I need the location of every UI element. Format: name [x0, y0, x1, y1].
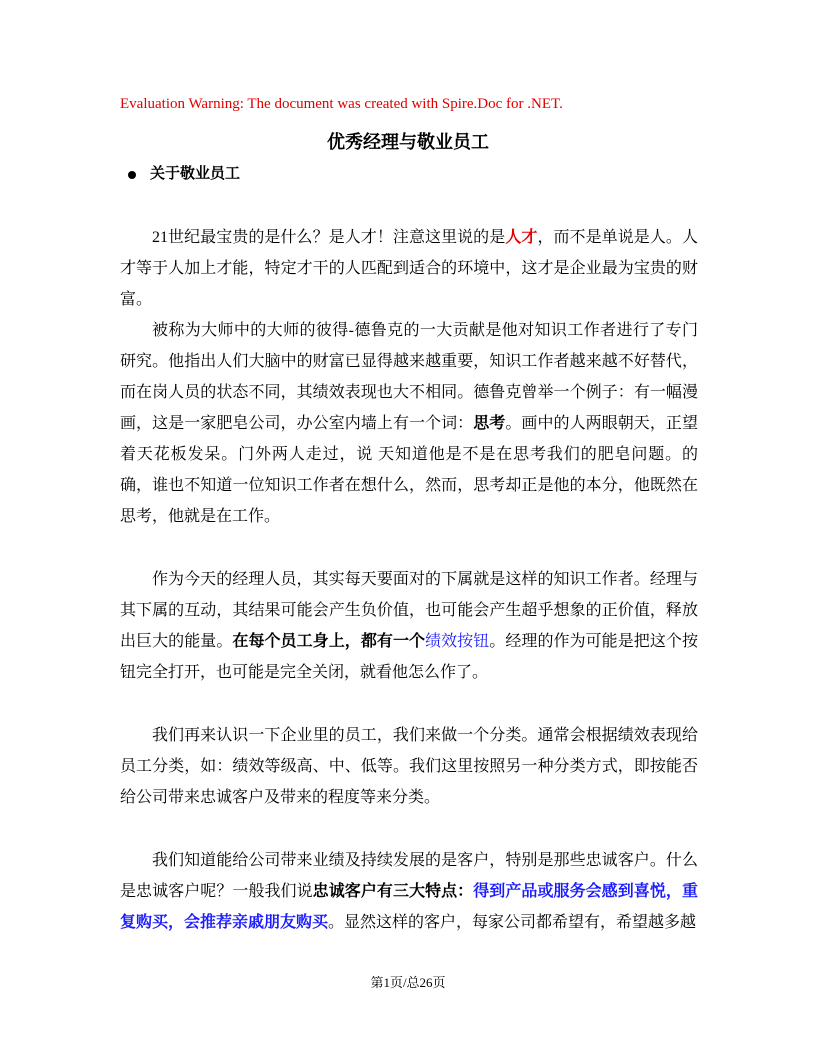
text-run: 21世纪最宝贵的是什么？是人才！注意这里说的是: [152, 229, 506, 246]
page-footer: 第1页/总26页: [370, 975, 446, 990]
text-run: 我们知道能给公司带来业绩及持续发展的是客户，特别是那些忠诚客户。什么是忠诚客户呢？一般我们说: [120, 852, 698, 900]
highlight-red: 人才: [505, 229, 538, 246]
text-run: 。画中的人两眼朝天，正望着天花板发呆。门外两人走过，说 天知道他是不是在思考我们的肥皂问题。的确，谁也不知道一位知识工作者在想什么，然而，思考却正是他的本分，他既然在思考，他就是在工作。: [120, 415, 698, 525]
bullet-icon: [128, 171, 136, 179]
paragraph-4: [120, 720, 698, 813]
bold-text: 在每个员工身上，都有一个: [232, 633, 426, 650]
blue-bold-text: 得到产品或服务会感到喜悦，重复购买，会推荐亲戚朋友购买: [120, 883, 698, 931]
bold-text: 思考: [473, 415, 506, 432]
bold-text: 忠诚客户有三大特点：: [312, 883, 474, 900]
blue-text: 绩效按钮: [425, 633, 490, 650]
text-run: 。经理的作为可能是把这个按钮完全打开，也可能是完全关闭，就看他怎么作了。: [120, 633, 698, 681]
text-run: 我们再来认识一下企业里的员工，我们来做一个分类。通常会根据绩效表现给员工分类，如：绩效等级高、中、低等。我们这里按照另一种分类方式，即按能否给公司带来忠诚客户及带来的程度等来分类。: [120, 727, 698, 806]
document-title: 优秀经理与敬业员工: [327, 132, 489, 152]
paragraph-1: [120, 222, 698, 315]
text-run: 。显然这样的客户，每家公司都希望有，希望越多越: [328, 914, 697, 931]
paragraph-5: [120, 845, 698, 938]
bullet-text: 关于敬业员工: [150, 166, 241, 182]
paragraph-2: [120, 315, 698, 532]
bullet-heading: [128, 162, 240, 183]
paragraph-3: [120, 564, 698, 688]
text-run: ，而不是单说是人。人才等于人加上才能，特定才干的人匹配到适合的环境中，这才是企业最为宝贵的财富。: [120, 229, 698, 308]
text-run: 被称为大师中的大师的彼得-德鲁克的一大贡献是他对知识工作者进行了专门研究。他指出人们大脑中的财富已显得越来越重要，知识工作者越来越不好替代，而在岗人员的状态不同，其绩效表现也大不相同。德鲁克曾举一个例子：有一幅漫画，这是一家肥皂公司，办公室内墙上有一个词：: [120, 322, 698, 432]
text-run: 作为今天的经理人员，其实每天要面对的下属就是这样的知识工作者。经理与其下属的互动，其结果可能会产生负价值，也可能会产生超乎想象的正价值，释放出巨大的能量。: [120, 571, 698, 650]
evaluation-warning: Evaluation Warning: The document was created with Spire.Doc for .NET.: [120, 96, 563, 112]
